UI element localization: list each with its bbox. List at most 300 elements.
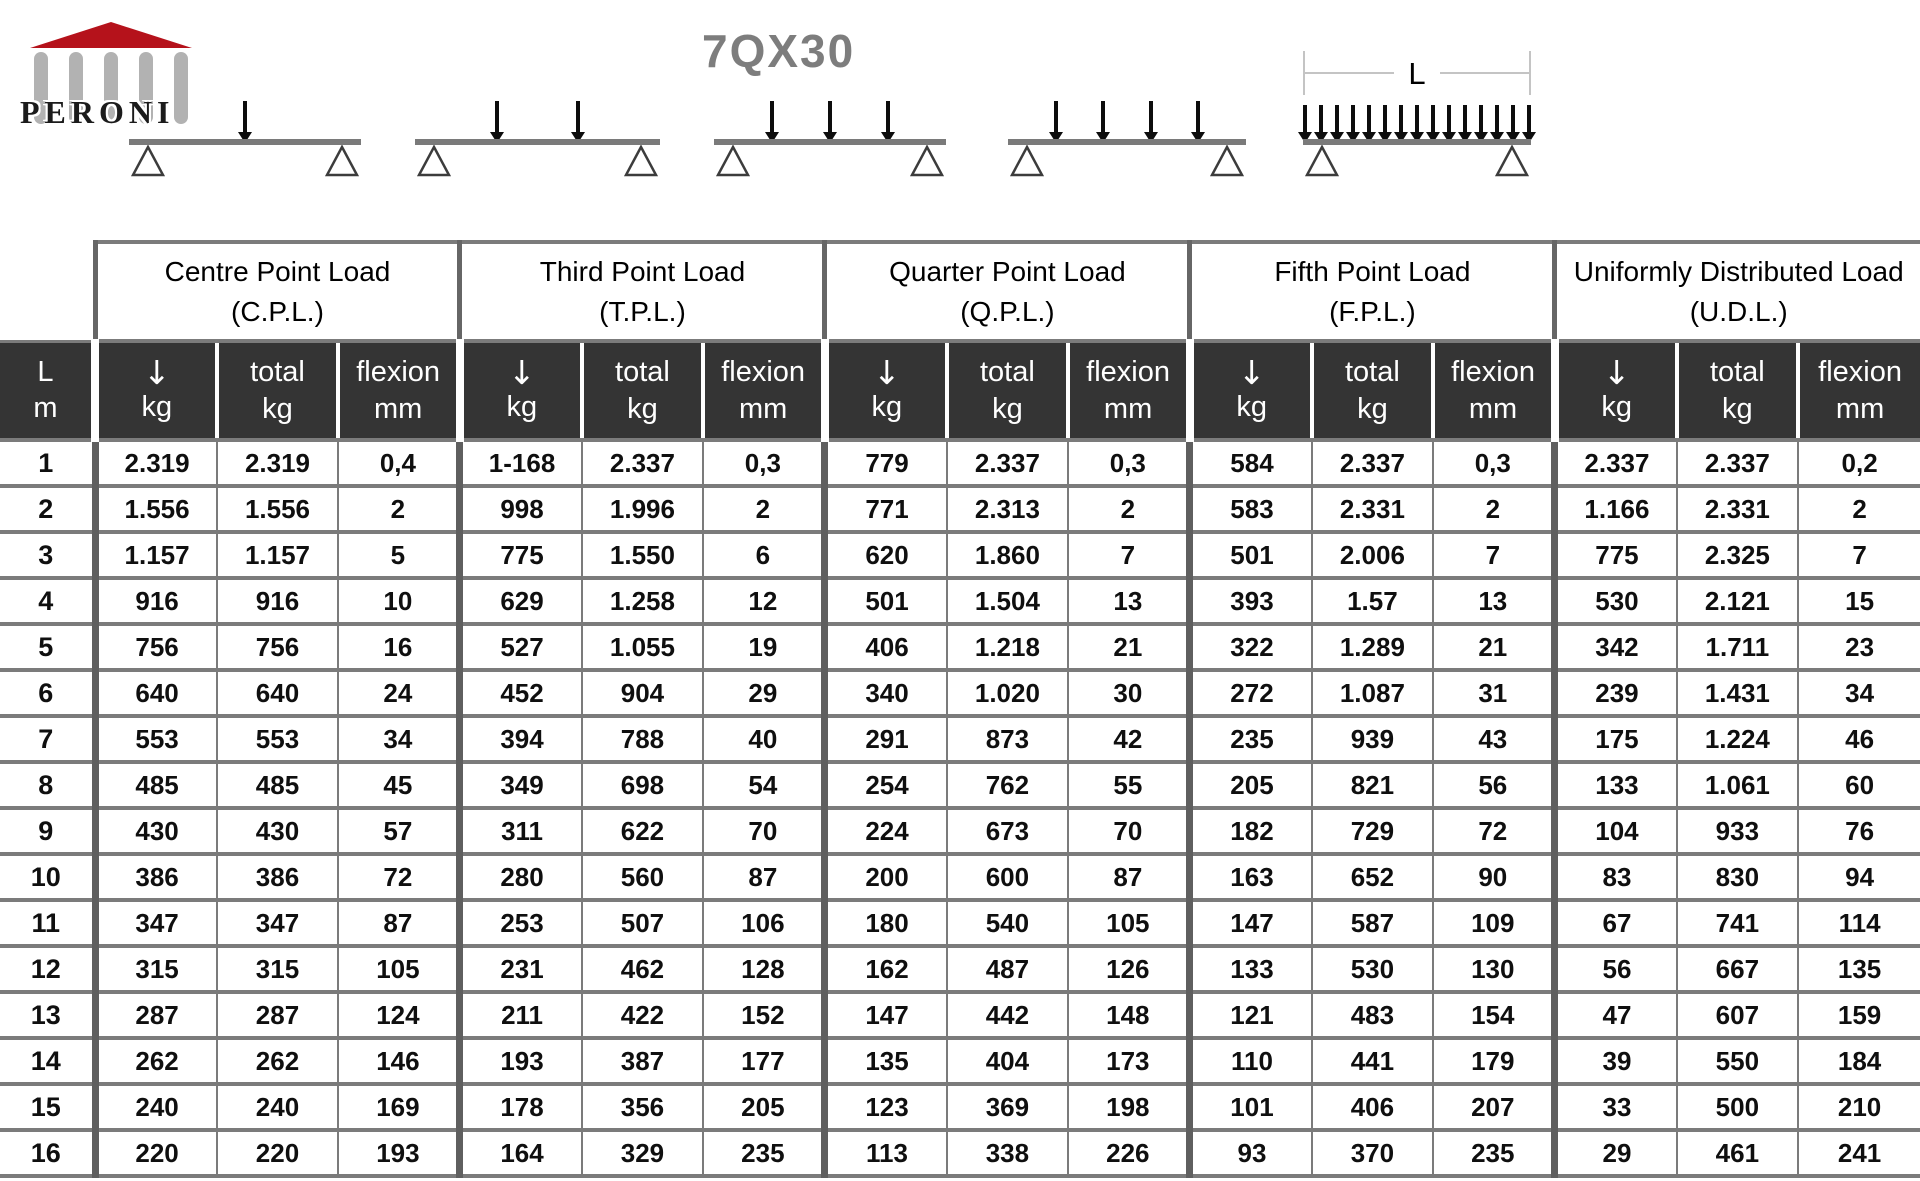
down-arrow-icon: ↓: [1602, 352, 1631, 392]
data-cell: 2: [703, 486, 825, 532]
data-cell: 347: [95, 900, 217, 946]
data-cell: 2.319: [95, 440, 217, 486]
data-cell: 0,3: [1433, 440, 1555, 486]
data-cell: 105: [338, 946, 460, 992]
table-row: [0, 900, 1920, 946]
data-cell: 240: [95, 1084, 217, 1130]
data-cell: 173: [1068, 1038, 1190, 1084]
data-cell: 110: [1190, 1038, 1312, 1084]
load-table: [0, 240, 1920, 1178]
data-cell: 40: [703, 716, 825, 762]
load-arrow-icon: [1479, 105, 1483, 141]
data-cell: 652: [1312, 854, 1434, 900]
data-cell: 262: [217, 1038, 339, 1084]
data-cell: 23: [1798, 624, 1920, 670]
flexion-mm-header: [1433, 341, 1555, 440]
load-arrows: [716, 95, 944, 141]
data-cell: 253: [460, 900, 582, 946]
flexion-mm-header: [1068, 341, 1190, 440]
row-length-m: 2: [0, 486, 95, 532]
data-cell: 130: [1433, 946, 1555, 992]
flexion-mm-header: [703, 341, 825, 440]
data-cell: 1.711: [1677, 624, 1799, 670]
table-row: [0, 716, 1920, 762]
data-cell: 873: [947, 716, 1069, 762]
data-cell: 315: [95, 946, 217, 992]
data-cell: 147: [825, 992, 947, 1038]
data-cell: 240: [217, 1084, 339, 1130]
data-cell: 205: [703, 1084, 825, 1130]
unit-label: kg: [1722, 392, 1753, 425]
data-cell: 507: [582, 900, 704, 946]
data-cell: 741: [1677, 900, 1799, 946]
data-cell: 56: [1433, 762, 1555, 808]
group-abbr: (F.P.L.): [1329, 295, 1416, 327]
data-cell: 106: [703, 900, 825, 946]
load-arrow-icon: [770, 101, 774, 141]
data-cell: 76: [1798, 808, 1920, 854]
group-abbr: (T.P.L.): [599, 295, 686, 327]
length-symbol: L: [37, 356, 54, 388]
data-cell: 34: [338, 716, 460, 762]
data-cell: 1.157: [95, 532, 217, 578]
data-cell: 72: [338, 854, 460, 900]
down-arrow-icon: ↓: [507, 352, 536, 392]
data-cell: 386: [217, 854, 339, 900]
unit-label: mm: [1835, 392, 1885, 425]
data-cell: 487: [947, 946, 1069, 992]
data-cell: 1.57: [1312, 578, 1434, 624]
table-row: [0, 578, 1920, 624]
load-arrows: [1010, 95, 1244, 141]
data-cell: 452: [460, 670, 582, 716]
flexion-mm-header: [338, 341, 460, 440]
support-triangle-icon: [325, 145, 359, 177]
data-cell: 530: [1555, 578, 1677, 624]
support-triangle-icon: [1010, 145, 1044, 177]
unit-label: kg: [141, 390, 173, 423]
load-arrow-icon: [495, 101, 499, 141]
table-row: [0, 992, 1920, 1038]
data-cell: 393: [1190, 578, 1312, 624]
data-cell: 607: [1677, 992, 1799, 1038]
data-cell: 338: [947, 1130, 1069, 1176]
total-label: total: [250, 356, 305, 389]
table-row: [0, 670, 1920, 716]
data-cell: 1.431: [1677, 670, 1799, 716]
load-arrow-icon: [576, 101, 580, 141]
data-cell: 2.121: [1677, 578, 1799, 624]
data-cell: 584: [1190, 440, 1312, 486]
load-arrow-icon: [1383, 105, 1387, 141]
data-cell: 72: [1433, 808, 1555, 854]
load-kg-header: [95, 341, 217, 440]
total-kg-header: [582, 341, 704, 440]
support-triangle-icon: [131, 145, 165, 177]
data-cell: 1.020: [947, 670, 1069, 716]
data-cell: 404: [947, 1038, 1069, 1084]
data-cell: 422: [582, 992, 704, 1038]
data-cell: 1-168: [460, 440, 582, 486]
column-header-row: [0, 341, 1920, 440]
data-cell: 163: [1190, 854, 1312, 900]
row-length-m: 10: [0, 854, 95, 900]
flexion-label: flexion: [1086, 356, 1170, 389]
data-cell: 220: [95, 1130, 217, 1176]
data-cell: 291: [825, 716, 947, 762]
data-cell: 430: [217, 808, 339, 854]
corner-blank: [0, 242, 95, 341]
row-length-m: 1: [0, 440, 95, 486]
data-cell: 54: [703, 762, 825, 808]
data-cell: 1.166: [1555, 486, 1677, 532]
data-cell: 640: [95, 670, 217, 716]
data-cell: 70: [703, 808, 825, 854]
total-kg-header: [1312, 341, 1434, 440]
data-cell: 42: [1068, 716, 1190, 762]
data-cell: 43: [1433, 716, 1555, 762]
length-column-header: [0, 341, 95, 440]
row-length-m: 8: [0, 762, 95, 808]
load-arrow-icon: [1149, 101, 1153, 141]
load-arrow-icon: [1319, 105, 1323, 141]
support-triangle-icon: [1495, 145, 1529, 177]
data-cell: 162: [825, 946, 947, 992]
data-cell: 235: [703, 1130, 825, 1176]
load-arrows: [1303, 95, 1531, 141]
data-cell: 29: [1555, 1130, 1677, 1176]
data-cell: 10: [338, 578, 460, 624]
group-title: Quarter Point Load: [889, 256, 1126, 288]
data-cell: 94: [1798, 854, 1920, 900]
data-cell: 771: [825, 486, 947, 532]
group-abbr: (Q.P.L.): [960, 295, 1055, 327]
data-cell: 485: [217, 762, 339, 808]
data-cell: 21: [1433, 624, 1555, 670]
data-cell: 241: [1798, 1130, 1920, 1176]
data-cell: 280: [460, 854, 582, 900]
data-cell: 70: [1068, 808, 1190, 854]
load-arrow-icon: [1447, 105, 1451, 141]
third-point-load-diagram: [415, 0, 660, 205]
data-cell: 406: [825, 624, 947, 670]
data-cell: 31: [1433, 670, 1555, 716]
table-row: [0, 1130, 1920, 1176]
load-arrow-icon: [1101, 101, 1105, 141]
data-cell: 729: [1312, 808, 1434, 854]
data-cell: 667: [1677, 946, 1799, 992]
data-cell: 182: [1190, 808, 1312, 854]
data-cell: 560: [582, 854, 704, 900]
group-header-cpl: [95, 242, 460, 341]
data-cell: 2.337: [1677, 440, 1799, 486]
data-cell: 175: [1555, 716, 1677, 762]
group-header-row: [0, 242, 1920, 341]
data-cell: 123: [825, 1084, 947, 1130]
data-cell: 126: [1068, 946, 1190, 992]
data-cell: 159: [1798, 992, 1920, 1038]
data-cell: 12: [703, 578, 825, 624]
data-cell: 2.319: [217, 440, 339, 486]
data-cell: 370: [1312, 1130, 1434, 1176]
flexion-label: flexion: [356, 356, 441, 389]
load-arrow-icon: [1495, 105, 1499, 141]
group-title: Centre Point Load: [164, 256, 391, 288]
data-cell: 272: [1190, 670, 1312, 716]
load-arrow-icon: [1335, 105, 1339, 141]
data-cell: 169: [338, 1084, 460, 1130]
group-title: Uniformly Distributed Load: [1573, 256, 1904, 288]
data-cell: 87: [1068, 854, 1190, 900]
data-cell: 13: [1433, 578, 1555, 624]
data-cell: 33: [1555, 1084, 1677, 1130]
span-length-label: L: [1408, 55, 1426, 91]
data-cell: 1.157: [217, 532, 339, 578]
data-cell: 756: [217, 624, 339, 670]
data-cell: 262: [95, 1038, 217, 1084]
data-cell: 135: [1798, 946, 1920, 992]
data-cell: 2.337: [947, 440, 1069, 486]
data-cell: 164: [460, 1130, 582, 1176]
row-length-m: 16: [0, 1130, 95, 1176]
data-cell: 1.504: [947, 578, 1069, 624]
data-cell: 904: [582, 670, 704, 716]
data-cell: 916: [95, 578, 217, 624]
data-cell: 0,3: [703, 440, 825, 486]
data-cell: 60: [1798, 762, 1920, 808]
data-cell: 113: [825, 1130, 947, 1176]
data-cell: 587: [1312, 900, 1434, 946]
data-cell: 1.055: [582, 624, 704, 670]
unit-label: kg: [506, 390, 538, 423]
data-cell: 29: [703, 670, 825, 716]
data-cell: 315: [217, 946, 339, 992]
data-cell: 200: [825, 854, 947, 900]
data-cell: 583: [1190, 486, 1312, 532]
group-abbr: (U.D.L.): [1689, 295, 1788, 327]
table-row: [0, 1038, 1920, 1084]
data-cell: 207: [1433, 1084, 1555, 1130]
data-cell: 1.556: [95, 486, 217, 532]
data-cell: 2.337: [582, 440, 704, 486]
table-row: [0, 624, 1920, 670]
data-cell: 933: [1677, 808, 1799, 854]
row-length-m: 6: [0, 670, 95, 716]
data-cell: 342: [1555, 624, 1677, 670]
unit-label: mm: [1103, 392, 1153, 425]
load-arrow-icon: [1054, 101, 1058, 141]
row-length-m: 9: [0, 808, 95, 854]
table-row: [0, 808, 1920, 854]
data-cell: 34: [1798, 670, 1920, 716]
data-cell: 87: [338, 900, 460, 946]
data-cell: 406: [1312, 1084, 1434, 1130]
table-row: [0, 762, 1920, 808]
data-cell: 55: [1068, 762, 1190, 808]
data-cell: 1.218: [947, 624, 1069, 670]
load-arrow-icon: [1351, 105, 1355, 141]
total-label: total: [980, 356, 1035, 389]
unit-label: kg: [1357, 392, 1388, 425]
support-triangle-icon: [624, 145, 658, 177]
unit-label: kg: [262, 392, 293, 425]
unit-label: kg: [627, 392, 658, 425]
total-kg-header: [217, 341, 339, 440]
data-cell: 104: [1555, 808, 1677, 854]
data-cell: 788: [582, 716, 704, 762]
data-cell: 311: [460, 808, 582, 854]
total-kg-header: [947, 341, 1069, 440]
group-abbr: (C.P.L.): [231, 295, 324, 327]
data-cell: 2.337: [1312, 440, 1434, 486]
data-cell: 483: [1312, 992, 1434, 1038]
data-cell: 184: [1798, 1038, 1920, 1084]
data-cell: 441: [1312, 1038, 1434, 1084]
data-cell: 16: [338, 624, 460, 670]
row-length-m: 15: [0, 1084, 95, 1130]
data-cell: 226: [1068, 1130, 1190, 1176]
data-cell: 1.996: [582, 486, 704, 532]
length-unit: m: [33, 392, 58, 425]
data-cell: 2.006: [1312, 532, 1434, 578]
data-cell: 235: [1190, 716, 1312, 762]
data-cell: 83: [1555, 854, 1677, 900]
group-header-tpl: [460, 242, 825, 341]
uniformly-distributed-load-diagram: [1303, 0, 1531, 205]
data-cell: 231: [460, 946, 582, 992]
data-cell: 501: [1190, 532, 1312, 578]
down-arrow-icon: ↓: [872, 352, 901, 392]
unit-label: mm: [738, 392, 788, 425]
load-arrows: [131, 95, 359, 141]
data-cell: 47: [1555, 992, 1677, 1038]
data-cell: 7: [1068, 532, 1190, 578]
load-arrow-icon: [1367, 105, 1371, 141]
table-row: [0, 440, 1920, 486]
data-cell: 21: [1068, 624, 1190, 670]
row-length-m: 5: [0, 624, 95, 670]
data-cell: 2.331: [1677, 486, 1799, 532]
down-arrow-icon: ↓: [1237, 352, 1266, 392]
data-cell: 1.258: [582, 578, 704, 624]
group-title: Fifth Point Load: [1274, 256, 1471, 288]
data-cell: 87: [703, 854, 825, 900]
data-cell: 178: [460, 1084, 582, 1130]
data-cell: 254: [825, 762, 947, 808]
data-cell: 235: [1433, 1130, 1555, 1176]
data-cell: 620: [825, 532, 947, 578]
load-arrow-icon: [1415, 105, 1419, 141]
row-length-m: 4: [0, 578, 95, 624]
page-title: 7QX30: [702, 25, 856, 77]
data-cell: 205: [1190, 762, 1312, 808]
data-cell: 7: [1433, 532, 1555, 578]
data-cell: 998: [460, 486, 582, 532]
data-cell: 550: [1677, 1038, 1799, 1084]
data-cell: 779: [825, 440, 947, 486]
data-cell: 210: [1798, 1084, 1920, 1130]
data-cell: 540: [947, 900, 1069, 946]
data-cell: 530: [1312, 946, 1434, 992]
unit-label: kg: [871, 390, 903, 423]
support-triangle-icon: [1210, 145, 1244, 177]
data-cell: 485: [95, 762, 217, 808]
load-kg-header: [1190, 341, 1312, 440]
data-cell: 775: [1555, 532, 1677, 578]
flexion-mm-header: [1798, 341, 1920, 440]
flexion-label: flexion: [1818, 356, 1902, 389]
load-arrow-icon: [1399, 105, 1403, 141]
table-row: [0, 532, 1920, 578]
data-cell: 239: [1555, 670, 1677, 716]
data-cell: 527: [460, 624, 582, 670]
row-length-m: 14: [0, 1038, 95, 1084]
data-cell: 340: [825, 670, 947, 716]
load-kg-header: [1555, 341, 1677, 440]
data-cell: 2: [1798, 486, 1920, 532]
data-cell: 45: [338, 762, 460, 808]
load-arrow-icon: [1196, 101, 1200, 141]
data-cell: 109: [1433, 900, 1555, 946]
data-cell: 1.550: [582, 532, 704, 578]
data-cell: 762: [947, 762, 1069, 808]
data-cell: 30: [1068, 670, 1190, 716]
data-cell: 2.313: [947, 486, 1069, 532]
data-cell: 121: [1190, 992, 1312, 1038]
table-row: [0, 946, 1920, 992]
data-cell: 2: [338, 486, 460, 532]
row-length-m: 7: [0, 716, 95, 762]
group-header-fpl: [1190, 242, 1555, 341]
load-arrow-icon: [243, 101, 247, 141]
data-cell: 501: [825, 578, 947, 624]
data-cell: 6: [703, 532, 825, 578]
data-cell: 179: [1433, 1038, 1555, 1084]
total-kg-header: [1677, 341, 1799, 440]
data-cell: 830: [1677, 854, 1799, 900]
data-cell: 2: [1068, 486, 1190, 532]
data-cell: 349: [460, 762, 582, 808]
data-cell: 1.087: [1312, 670, 1434, 716]
unit-label: mm: [373, 392, 423, 425]
group-header-udl: [1555, 242, 1920, 341]
data-cell: 916: [217, 578, 339, 624]
centre-point-load-diagram: [129, 0, 361, 205]
support-triangle-icon: [910, 145, 944, 177]
data-cell: 1.061: [1677, 762, 1799, 808]
data-cell: 356: [582, 1084, 704, 1130]
load-arrow-icon: [886, 101, 890, 141]
data-cell: 430: [95, 808, 217, 854]
load-kg-header: [825, 341, 947, 440]
data-cell: 198: [1068, 1084, 1190, 1130]
data-cell: 622: [582, 808, 704, 854]
data-cell: 386: [95, 854, 217, 900]
data-cell: 152: [703, 992, 825, 1038]
data-cell: 2: [1433, 486, 1555, 532]
data-cell: 7: [1798, 532, 1920, 578]
down-arrow-icon: ↓: [143, 352, 171, 392]
unit-label: kg: [1601, 390, 1633, 423]
load-arrows: [417, 95, 658, 141]
load-arrow-icon: [1431, 105, 1435, 141]
data-cell: 821: [1312, 762, 1434, 808]
data-cell: 133: [1555, 762, 1677, 808]
data-cell: 5: [338, 532, 460, 578]
unit-label: kg: [1236, 390, 1268, 423]
table-row: [0, 1084, 1920, 1130]
data-cell: 629: [460, 578, 582, 624]
